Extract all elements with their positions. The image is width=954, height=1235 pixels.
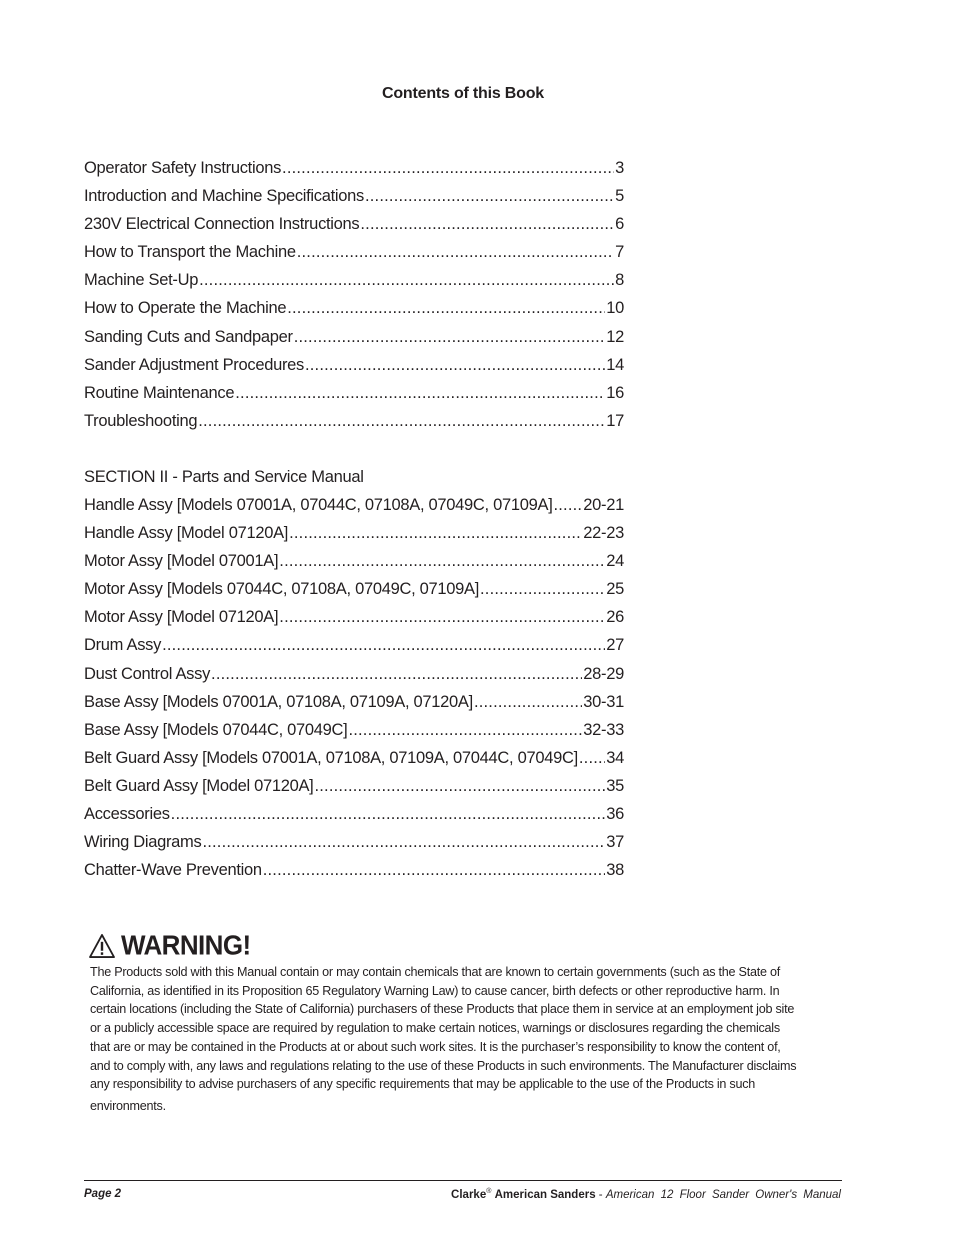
warning-line: California, as identified in its Proposition 65 Regulatory Warning Law) to cause cancer, birth defects or other reproductive harm. In bbox=[90, 983, 780, 998]
toc-dot-leader bbox=[199, 266, 614, 294]
toc-entry-page: 36 bbox=[606, 805, 624, 824]
toc-entry-page: 38 bbox=[606, 861, 624, 880]
toc-entry bbox=[84, 772, 624, 800]
toc-dot-leader bbox=[202, 828, 605, 856]
toc-entry-title: Motor Assy [Model 07001A] bbox=[84, 552, 279, 571]
toc-entry-title: Base Assy [Models 07001A, 07108A, 07109A, 07120A] bbox=[84, 692, 473, 711]
toc-dot-leader bbox=[162, 631, 605, 659]
toc-entry-title: 230V Electrical Connection Instructions bbox=[84, 215, 360, 234]
toc-entry-page: 7 bbox=[615, 243, 624, 262]
toc-entry bbox=[84, 856, 624, 884]
toc-dot-leader bbox=[360, 210, 614, 238]
toc-entry-title: How to Operate the Machine bbox=[84, 299, 287, 318]
toc-entry-title: Sander Adjustment Procedures bbox=[84, 355, 304, 374]
toc-main-list bbox=[84, 154, 624, 435]
toc-entry-title: Accessories bbox=[84, 805, 170, 824]
warning-line: or a publicly accessible space are required by regulation to make certain notices, warnings or disclosures regarding the chemicals bbox=[90, 1021, 780, 1036]
warning-line: and to comply with, any laws and regulations relating to the use of these Products in such environments. The Manufacturer disclaims bbox=[90, 1058, 797, 1073]
warning-heading bbox=[89, 929, 251, 962]
page-title: Contents of this Book bbox=[381, 85, 544, 102]
toc-entry-title: Operator Safety Instructions bbox=[84, 159, 282, 177]
toc-entry-title: Machine Set-Up bbox=[84, 271, 199, 290]
toc-entry-page: 16 bbox=[606, 383, 624, 402]
toc-entry bbox=[84, 266, 624, 294]
toc-entry-title: Belt Guard Assy [Model 07120A] bbox=[84, 776, 314, 795]
toc-dot-leader bbox=[287, 294, 605, 322]
toc-entry bbox=[84, 351, 624, 379]
footer-company: American Sanders bbox=[494, 1188, 596, 1201]
toc-entry-page: 5 bbox=[615, 187, 624, 206]
warning-line: that are or may be contained in the Products at or about such work sites. It is the purchaser’s responsibility to know the content of, bbox=[90, 1039, 781, 1054]
toc-entry bbox=[84, 688, 624, 716]
toc-dot-leader bbox=[171, 800, 606, 828]
toc-entry-page: 35 bbox=[606, 776, 624, 795]
toc-entry bbox=[84, 379, 624, 407]
toc-dot-leader bbox=[480, 575, 605, 603]
toc-dot-leader bbox=[235, 379, 605, 407]
toc-entry bbox=[84, 547, 624, 575]
toc-entry-title: Motor Assy [Model 07120A] bbox=[84, 608, 279, 627]
toc-entry-title: Wiring Diagrams bbox=[84, 833, 202, 852]
warning-line: environments. bbox=[90, 1098, 166, 1113]
toc-dot-leader bbox=[348, 716, 582, 744]
page-number: Page 2 bbox=[84, 1188, 122, 1200]
toc-entry-page: 32-33 bbox=[583, 720, 624, 739]
toc-entry-page: 8 bbox=[615, 271, 624, 290]
toc-entry-title: Routine Maintenance bbox=[84, 383, 235, 402]
toc-entry bbox=[84, 323, 624, 351]
toc-dot-leader bbox=[297, 238, 614, 266]
warning-line: The Products sold with this Manual contain or may contain chemicals that are known to certain governments (such as the State of bbox=[90, 965, 780, 979]
toc-dot-leader bbox=[211, 660, 582, 688]
toc-entry-title: Belt Guard Assy [Models 07001A, 07108A, 07109A, 07044C, 07049C] bbox=[84, 748, 578, 767]
toc-entry bbox=[84, 210, 624, 238]
toc-entry-title: Base Assy [Models 07044C, 07049C] bbox=[84, 720, 348, 739]
toc-entry bbox=[84, 800, 624, 828]
toc-entry-page: 6 bbox=[615, 215, 624, 234]
toc-entry-title: Dust Control Assy bbox=[84, 664, 211, 683]
toc-entry bbox=[84, 660, 624, 688]
warning-title: WARNING! bbox=[121, 929, 251, 961]
toc-entry bbox=[84, 716, 624, 744]
toc-entry-page: 34 bbox=[606, 748, 624, 767]
toc-entry-page: 26 bbox=[606, 608, 624, 627]
toc-dot-leader bbox=[279, 547, 605, 575]
toc-entry-page: 37 bbox=[606, 833, 624, 852]
toc-entry-title: Drum Assy bbox=[84, 636, 162, 655]
toc-entry bbox=[84, 491, 624, 519]
toc-entry bbox=[84, 294, 624, 322]
warning-triangle-icon bbox=[89, 933, 115, 958]
toc-entry bbox=[84, 744, 624, 772]
warning-line: certain locations (including the State of California) purchasers of these Products that place them in service at an employment job site bbox=[90, 1002, 795, 1017]
toc-entry-page: 22-23 bbox=[583, 524, 624, 543]
warning-text bbox=[90, 963, 850, 1116]
toc-dot-leader bbox=[474, 688, 582, 716]
footer-divider bbox=[84, 1180, 842, 1181]
toc-dot-leader bbox=[305, 351, 605, 379]
toc-entry-page: 30-31 bbox=[583, 692, 624, 711]
toc-entry-title: Troubleshooting bbox=[84, 411, 198, 430]
toc-entry-page: 14 bbox=[606, 355, 624, 374]
toc-entry-page: 3 bbox=[615, 159, 624, 177]
toc-dot-leader bbox=[279, 603, 605, 631]
toc-entry-page: 12 bbox=[606, 327, 624, 346]
toc-dot-leader bbox=[579, 744, 605, 772]
toc-entry-page: 17 bbox=[606, 411, 624, 430]
toc-dot-leader bbox=[314, 772, 605, 800]
toc-entry-title: Sanding Cuts and Sandpaper bbox=[84, 327, 293, 346]
warning-line: any responsibility to advise purchasers of any specific requirements that may be applicable to the use of the Products in such bbox=[90, 1077, 756, 1092]
toc-entry bbox=[84, 154, 624, 182]
toc-dot-leader bbox=[263, 856, 606, 884]
section-heading: SECTION II - Parts and Service Manual bbox=[84, 468, 364, 486]
toc-dot-leader bbox=[294, 323, 606, 351]
toc-entry bbox=[84, 575, 624, 603]
toc-entry-title: Handle Assy [Models 07001A, 07044C, 07108A, 07049C, 07109A] bbox=[84, 496, 553, 514]
toc-entry-page: 25 bbox=[606, 580, 624, 599]
footer-separator: - bbox=[595, 1188, 606, 1201]
toc-entry-page: 10 bbox=[606, 299, 624, 318]
toc-entry bbox=[84, 182, 624, 210]
toc-entry bbox=[84, 603, 624, 631]
toc-dot-leader bbox=[198, 407, 605, 435]
toc-entry-page: 27 bbox=[606, 636, 624, 655]
toc-entry bbox=[84, 519, 624, 547]
toc-dot-leader bbox=[553, 491, 582, 519]
toc-parts-list bbox=[84, 491, 624, 884]
toc-entry-page: 24 bbox=[606, 552, 624, 571]
toc-entry bbox=[84, 407, 624, 435]
toc-entry bbox=[84, 238, 624, 266]
toc-entry bbox=[84, 828, 624, 856]
toc-entry-title: Motor Assy [Models 07044C, 07108A, 07049C, 07109A] bbox=[84, 580, 480, 599]
footer-title bbox=[451, 1188, 841, 1201]
footer-brand: Clarke bbox=[451, 1188, 487, 1201]
toc-entry-title: How to Transport the Machine bbox=[84, 243, 296, 262]
toc-entry-page: 20-21 bbox=[583, 496, 624, 514]
toc-entry-title: Introduction and Machine Specifications bbox=[84, 187, 364, 206]
toc-dot-leader bbox=[365, 182, 614, 210]
toc-entry-page: 28-29 bbox=[583, 664, 624, 683]
footer-manual-title: American 12 Floor Sander Owner's Manual bbox=[605, 1188, 841, 1201]
toc-entry-title: Chatter-Wave Prevention bbox=[84, 861, 262, 880]
toc-entry bbox=[84, 631, 624, 659]
toc-dot-leader bbox=[289, 519, 582, 547]
toc-dot-leader bbox=[282, 154, 614, 182]
toc-entry-title: Handle Assy [Model 07120A] bbox=[84, 524, 289, 543]
registered-mark: ® bbox=[486, 1188, 492, 1195]
